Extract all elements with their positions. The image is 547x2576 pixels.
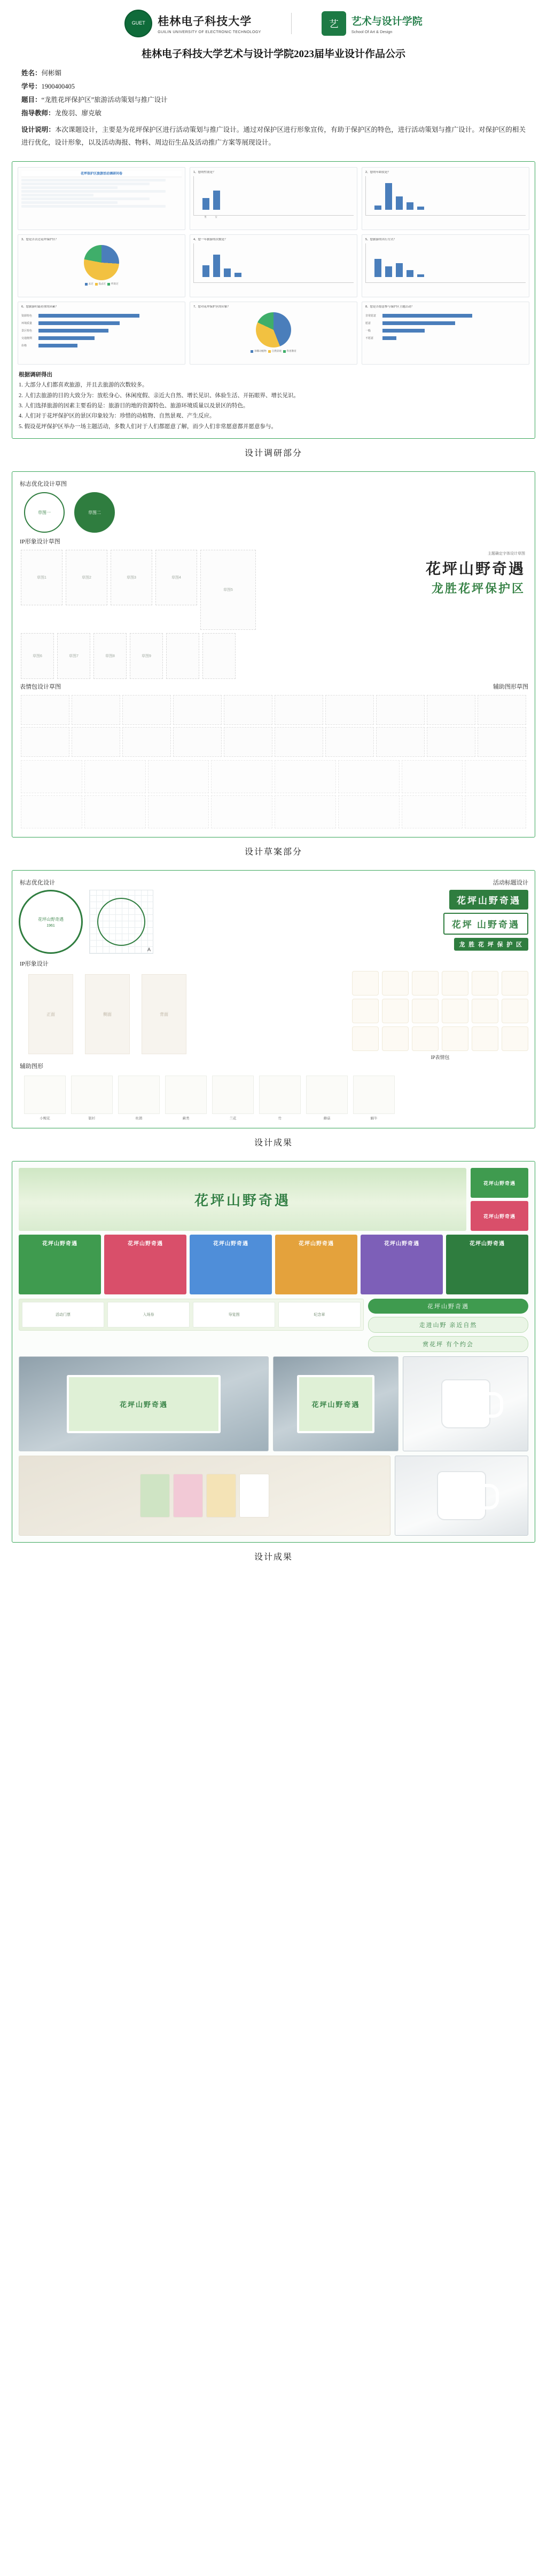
wordmark-primary: 花坪山野奇遇: [449, 890, 528, 910]
ip-sketch: [166, 633, 199, 679]
college-name-cn: 艺术与设计学院: [351, 15, 423, 27]
emoji-item: [442, 999, 468, 1023]
title-draft-line1: 花坪山野奇遇: [425, 561, 525, 578]
aux-graphic: [118, 1076, 160, 1114]
survey-chart-card: [190, 302, 357, 365]
bar-chart: [365, 243, 526, 283]
aux-sketch: [465, 760, 526, 793]
college-logo-block: [322, 11, 423, 36]
ip-draft-area: [19, 549, 528, 681]
university-crest-text: GUET: [131, 20, 145, 26]
aux-sketch: [211, 760, 272, 793]
aux-sketch: [84, 795, 146, 828]
logo-grid-construction: [89, 890, 153, 954]
pie-chart: [256, 312, 291, 347]
horizontal-bar-chart: 资源特色 环境质量 景区特色 交通便利 价格: [21, 311, 182, 352]
emoji-item: [502, 1026, 528, 1051]
aux-graphic: [165, 1076, 207, 1114]
package-row: [19, 1456, 528, 1536]
badge-set: [368, 1299, 528, 1352]
logo-draft-label: 标志优化设计草图: [20, 481, 67, 488]
research-caption: 设计调研部分: [244, 449, 302, 459]
aux-graphic: [259, 1076, 301, 1114]
title-draft-block: [368, 549, 528, 681]
aux-caption: 小鲵花: [40, 1117, 50, 1121]
aux-sketch: [211, 795, 272, 828]
aux-sketch: [148, 760, 209, 793]
pie-legend: 珍稀动植物 自然景观 科普教育: [193, 350, 354, 353]
aux-sketch: [402, 760, 463, 793]
wordmark-tertiary: 龙 胜 花 坪 保 护 区: [454, 938, 529, 951]
survey-form-card: [18, 167, 185, 230]
emoji-sketch-grid: [19, 694, 528, 758]
advisor-value: 龙俊羽、廖克敏: [54, 109, 102, 117]
banner-title: 花坪山野奇遇: [194, 1192, 291, 1208]
bar-chart: [365, 176, 526, 216]
emoji-sketch: [478, 727, 526, 757]
chart-question: 4、您一年旅游的次数是？: [193, 238, 228, 241]
survey-chart-card: [18, 234, 185, 297]
poster: 花坪山野奇遇: [275, 1235, 357, 1294]
survey-chart-card: [362, 234, 529, 297]
chart-question: 3、您是否去过花坪保护区？: [21, 238, 59, 241]
finding-item: 4. 人们对于花坪保护区的景区印象较为：珍惜的动植物、自然景观、产生反应。: [19, 413, 215, 420]
poster: 花坪山野奇遇: [104, 1235, 186, 1294]
emoji-sketch: [72, 695, 120, 725]
poster: 花坪山野奇遇: [446, 1235, 528, 1294]
form-line: [21, 179, 166, 181]
aux-item: [259, 1076, 301, 1120]
topic-row: [21, 93, 526, 107]
survey-chart-card: [190, 167, 357, 230]
final-logo-text: 花坪山野奇遇: [38, 916, 64, 922]
design-description: [0, 120, 547, 157]
emoji-sketch: [122, 727, 171, 757]
ticket-item: 入场券: [107, 1302, 190, 1327]
result-top-row: [19, 890, 528, 954]
form-line: [21, 194, 93, 196]
topic-value: “龙胜花坪保护区”旅游活动策划与推广设计: [41, 96, 168, 104]
aux-sketch: [465, 795, 526, 828]
poster-series: [19, 1235, 528, 1294]
application-caption: 设计成果: [254, 1553, 293, 1562]
aux-item: [353, 1076, 395, 1120]
findings-heading: 根据调研得出: [19, 372, 52, 378]
pie-chart: [84, 245, 119, 280]
emoji-sketch: [376, 727, 425, 757]
emoji-item: [352, 971, 379, 995]
emoji-sketch: [224, 695, 272, 725]
final-logo: [19, 890, 83, 954]
ip-sketch: 草图5: [200, 550, 256, 630]
emoji-item: [442, 971, 468, 995]
aux-sketch: [338, 795, 400, 828]
student-id-label: 学号：: [21, 83, 42, 90]
survey-chart-card: [18, 302, 185, 365]
survey-chart-card: [190, 234, 357, 297]
title-draft-label: 主题确定字体设计草图: [488, 552, 525, 556]
emoji-item: [502, 999, 528, 1023]
emoji-sketch: [376, 695, 425, 725]
emoji-sketch: [325, 727, 374, 757]
aux-caption: 蜗牛: [370, 1117, 378, 1121]
emoji-sketch: [478, 695, 526, 725]
aux-item: [24, 1076, 66, 1120]
survey-form-header: [21, 171, 182, 177]
ip-final-label: IP形象设计: [20, 961, 49, 968]
bar-chart: [193, 243, 354, 283]
aux-item: [306, 1076, 348, 1120]
aux-sketch: [148, 795, 209, 828]
emoji-sketch: [173, 695, 222, 725]
package-card: [239, 1474, 269, 1518]
emoji-item: [382, 1026, 409, 1051]
mug-mockup: [395, 1456, 528, 1536]
emoji-item: [352, 1026, 379, 1051]
finding-item: 3. 人们选择旅游的因素主要看的是：旅游目的地的资源特色、旅游环境质量以及景区的特色。: [19, 403, 249, 409]
chart-question: 5、您旅游的出行方式？: [365, 238, 397, 241]
logo-draft-row: [19, 491, 528, 536]
ip-sketch: 草图1: [21, 550, 62, 605]
ip-sketch: 草图4: [155, 550, 197, 605]
aux-sketch: [21, 795, 82, 828]
final-logo-year: 1961: [46, 923, 55, 928]
billboard-text: 花坪山野奇遇: [297, 1375, 374, 1433]
form-line: [21, 186, 118, 189]
university-name-cn: 桂林电子科技大学: [158, 15, 252, 28]
emoji-sketch: [21, 727, 69, 757]
aux-final-label: 辅助图形: [20, 1063, 43, 1070]
chart-question: 8、您是否愿意参与保护区主题活动？: [365, 305, 415, 309]
aux-caption: 蘑菇: [323, 1117, 331, 1121]
topic-label: 题目：: [21, 96, 42, 104]
poster: 花坪山野奇遇: [361, 1235, 443, 1294]
advisor-label: 指导教师：: [21, 109, 55, 117]
ip-figure: 侧面: [85, 974, 130, 1054]
billboard-text: 花坪山野奇遇: [67, 1375, 221, 1433]
ip-figure: 背面: [142, 974, 186, 1054]
aux-sketch: [402, 795, 463, 828]
emoji-final-wrap: [352, 971, 528, 1061]
ip-final-row: [19, 971, 243, 1056]
chart-question: 2、您的年龄段是？: [365, 170, 391, 174]
emoji-sketch: [173, 727, 222, 757]
aux-sketch: [21, 760, 82, 793]
billboard-mockup: [19, 1356, 269, 1451]
student-name-label: 姓名：: [21, 69, 42, 77]
ip-sketch: 草图3: [111, 550, 152, 605]
aux-sketch: [84, 760, 146, 793]
emoji-sketch: [427, 695, 475, 725]
emoji-sketch: [325, 695, 374, 725]
aux-item: [71, 1076, 113, 1120]
collateral-row: [19, 1299, 528, 1352]
horizontal-bar-chart: 非常愿意 愿意 一般 不愿意: [365, 311, 526, 345]
aux-item: [165, 1076, 207, 1120]
emoji-sketch: [275, 695, 323, 725]
ip-sketch: 草图9: [130, 633, 163, 679]
emoji-sketch: [224, 727, 272, 757]
application-panel: [12, 1161, 535, 1543]
ip-sketch: 草图6: [21, 633, 54, 679]
form-line: [21, 190, 166, 193]
metadata-block: [0, 67, 547, 120]
result-panel: [12, 870, 535, 1128]
aux-sketch: [275, 760, 336, 793]
institution-logos: [0, 0, 547, 43]
badge: 花坪山野奇遇: [368, 1299, 528, 1314]
ticket-item: 导览图: [193, 1302, 275, 1327]
mug-mockup: [403, 1356, 528, 1451]
chart-question: 1、您的性别是？: [193, 170, 216, 174]
ip-draft-label: IP形象设计草图: [20, 539, 60, 546]
event-banner: [19, 1168, 466, 1231]
mug-shape-icon: [441, 1379, 490, 1428]
grid-logo-outline: [97, 898, 145, 946]
student-name-value: 何彬媚: [41, 69, 62, 77]
emoji-item: [412, 971, 439, 995]
aux-graphic: [212, 1076, 254, 1114]
form-line: [21, 183, 150, 185]
chart-question: 7、您对花坪保护区的印象？: [193, 305, 231, 309]
emoji-item: [382, 999, 409, 1023]
aux-caption: 兰花: [229, 1117, 237, 1121]
poster: 花坪山野奇遇: [19, 1235, 101, 1294]
emoji-item: [442, 1026, 468, 1051]
survey-chart-card: [362, 302, 529, 365]
aux-draft-label: 辅助图形草图: [493, 684, 528, 691]
bar-chart: [193, 176, 354, 216]
college-crest-icon: [322, 11, 346, 36]
ip-sketch: 草图2: [66, 550, 107, 605]
aux-caption: 蕨类: [182, 1117, 190, 1121]
emoji-item: [352, 999, 379, 1023]
emoji-sketch: [21, 695, 69, 725]
package-mockup: [19, 1456, 390, 1536]
aux-sketch: [338, 760, 400, 793]
draft-panel: [12, 471, 535, 837]
billboard-mockup: [273, 1356, 398, 1451]
aux-graphic: [24, 1076, 66, 1114]
logo-final-label: 标志优化设计: [20, 880, 55, 887]
ticket-item: 活动门票: [22, 1302, 104, 1327]
package-card: [206, 1474, 236, 1518]
university-crest-icon: [124, 10, 152, 37]
mug-shape-icon: [437, 1471, 486, 1520]
badge: 走进山野 亲近自然: [368, 1317, 528, 1333]
design-description-label: 设计说明：: [21, 126, 55, 133]
chart-question: 6、您旅游时最看重的因素？: [21, 305, 59, 309]
ticket-set: [19, 1299, 364, 1331]
ip-sketch: 草图7: [57, 633, 90, 679]
draft-caption: 设计草案部分: [244, 848, 302, 857]
mockup-photo-row: [19, 1356, 528, 1451]
application-top-row: [19, 1168, 528, 1231]
poster: 花坪山野奇遇: [190, 1235, 272, 1294]
logo-draft-item: 草图二: [74, 492, 115, 533]
pie-legend: 去过 没去过 听说过: [21, 282, 182, 286]
ip-sketch-row: [19, 549, 368, 632]
ip-and-emoji-row: [19, 971, 528, 1061]
emoji-item: [412, 1026, 439, 1051]
form-line: [21, 201, 118, 204]
grid-label: A: [147, 947, 151, 953]
emoji-sketch: [427, 727, 475, 757]
university-logo-block: [124, 10, 261, 37]
aux-final-row: [19, 1073, 528, 1121]
emoji-final-label: IP表情包: [431, 1055, 450, 1061]
emoji-item: [472, 1026, 498, 1051]
research-findings: [18, 365, 529, 433]
poster-small: 花坪山野奇遇: [471, 1168, 528, 1198]
aux-graphic: [306, 1076, 348, 1114]
emoji-item: [502, 971, 528, 995]
aux-caption: 杜鹃: [135, 1117, 143, 1121]
advisor-row: [21, 107, 526, 120]
badge: 赏花坪 有个约会: [368, 1336, 528, 1352]
axis-labels: 男 女: [204, 216, 217, 219]
finding-item: 1. 大部分人们都喜欢旅游，并且去旅游的次数较多。: [19, 382, 148, 389]
logo-divider: [291, 13, 292, 34]
form-line: [21, 205, 166, 208]
emoji-draft-label: 表情包设计草图: [20, 684, 61, 691]
aux-graphic: [71, 1076, 113, 1114]
poster-small: 花坪山野奇遇: [471, 1201, 528, 1231]
ticket-item: 纪念章: [278, 1302, 361, 1327]
survey-form-title: 花坪保护区旅游活动调研问卷: [80, 172, 122, 176]
research-panel: [12, 161, 535, 439]
result-caption: 设计成果: [254, 1139, 293, 1148]
emoji-item: [382, 971, 409, 995]
ip-sketch: [202, 633, 236, 679]
finding-item: 5. 假设花坪保护区举办一场主题活动，多数人们对于人们都愿意了解，而少人们非常愿意都并愿意参与。: [19, 423, 277, 430]
college-name-en: School Of Art & Design: [351, 29, 393, 34]
emoji-sketch: [72, 727, 120, 757]
survey-chart-card: [362, 167, 529, 230]
emoji-item: [412, 999, 439, 1023]
wordmark-column: [443, 890, 528, 951]
emoji-item: [472, 999, 498, 1023]
emoji-sketch: [275, 727, 323, 757]
college-crest-text: 艺: [329, 19, 339, 29]
title-draft-line2: 龙胜花坪保护区: [431, 582, 525, 596]
aux-sketch-grid: [19, 758, 528, 831]
page-title: 桂林电子科技大学艺术与设计学院2023届毕业设计作品公示: [141, 49, 405, 60]
logo-draft-item: 草图一: [24, 492, 65, 533]
ip-figure: 正面: [28, 974, 73, 1054]
emoji-final-grid: [352, 971, 528, 1051]
package-card: [173, 1474, 203, 1518]
form-line: [21, 197, 150, 200]
poster-column: [471, 1168, 528, 1231]
student-name-row: [21, 67, 526, 80]
emoji-item: [472, 971, 498, 995]
survey-chart-grid: [18, 167, 529, 365]
finding-item: 2. 人们去旅游的目的大致分为：放松身心、休闲度假、亲近大自然、增长见识、体验生活、开拓眼界、增长见识。: [19, 392, 299, 399]
aux-graphic: [353, 1076, 395, 1114]
title-final-label: 活动标题设计: [493, 880, 528, 887]
student-id-row: [21, 80, 526, 93]
university-name-en: GUILIN UNIVERSITY OF ELECTRONIC TECHNOLOGY: [158, 30, 261, 34]
package-card: [140, 1474, 170, 1518]
wordmark-secondary: 花坪 山野奇遇: [443, 913, 528, 935]
aux-item: [212, 1076, 254, 1120]
student-id-value: 1900400405: [41, 83, 75, 90]
aux-caption: 银杉: [88, 1117, 96, 1121]
aux-item: [118, 1076, 160, 1120]
design-description-text: 本次课题设计，主要是为花坪保护区进行活动策划与推广设计。通过对保护区进行形象宣传，有助于保护区的特色，进行活动策划与推广设计。对保护区的相关进行优化，设计形象，以及活动海报、物料、周边衍生品及活动推广方案等展现设计。: [21, 126, 526, 147]
aux-sketch: [275, 795, 336, 828]
aux-caption: 竹: [278, 1117, 282, 1121]
ip-sketch: 草图8: [93, 633, 127, 679]
ip-sketch-row: [19, 632, 368, 681]
emoji-sketch: [122, 695, 171, 725]
